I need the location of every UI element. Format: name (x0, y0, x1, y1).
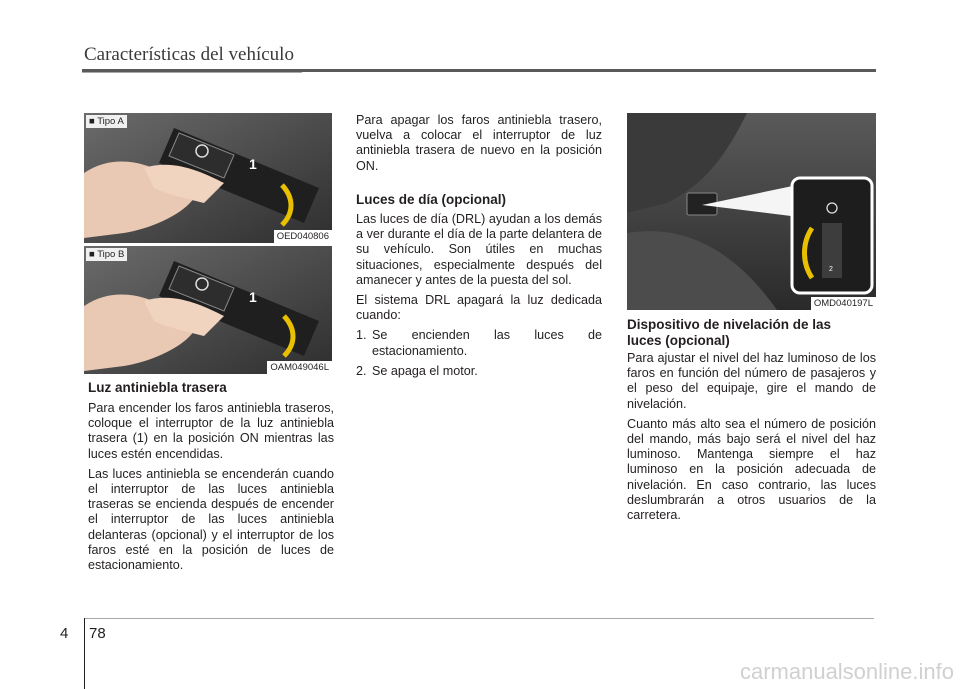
drl-list-item (356, 364, 602, 379)
heading-leveling (627, 317, 831, 349)
section-number: 4 (60, 625, 69, 642)
heading-rear-fog: Luz antiniebla trasera (88, 380, 227, 395)
rear-fog-text (88, 401, 334, 578)
figure-code-c: OMD040197L (811, 297, 876, 310)
page-number: 78 (89, 625, 106, 642)
heading-drl: Luces de día (opcional) (356, 192, 507, 207)
figure-label-tipo-a: ■ Tipo A (86, 115, 127, 128)
drl-list-item (356, 328, 602, 358)
page-header-title: Características del vehículo (84, 44, 294, 65)
figure-code-b: OAM049046L (267, 361, 332, 374)
figure-code-a: OED040806 (274, 230, 332, 243)
rear-fog-paragraph-1: Para encender los faros antiniebla traseros, coloque el interruptor de la luz antiniebla trasera (1) en la posición ON mientras las luces estén encendidas. (88, 401, 334, 461)
leveling-text (627, 351, 876, 528)
drl-paragraph-1: Las luces de día (DRL) ayudan a los demás a ver durante el día de la parte delantera de su vehículo. Son útiles en muchas situaciones, especialmente después del amanecer y antes de la puesta del sol. (356, 212, 602, 287)
watermark: carmanualsonline.info (739, 659, 954, 684)
lever-illustration-b (84, 246, 332, 374)
heading-leveling-line-1: Dispositivo de nivelación de las (627, 317, 832, 332)
drl-text (356, 212, 602, 379)
rear-fog-off-text (356, 113, 602, 179)
drl-item-number: 1. (356, 328, 367, 343)
drl-item-text: Se apaga el motor. (372, 363, 478, 378)
rear-fog-paragraph-2: Las luces antiniebla se encenderán cuando el interruptor de las luces antiniebla traseras se encienda después de encender el interruptor de las luces antiniebla delanteras (opcional) y el interruptor de los faros esté en la posición de luces de estacionamiento. (88, 466, 334, 573)
figure-tipo-a (84, 113, 332, 243)
header-rule-accent (82, 72, 302, 73)
drl-item-number: 2. (356, 363, 367, 378)
leveling-paragraph-2: Cuanto más alto sea el número de posición del mando, más bajo será el nivel del haz luminoso. Mantenga siempre el haz luminoso en la posición adecuada de nivelación. En caso contrario, las luces deslumbrarán a otros usuarios de la carretera. (627, 416, 876, 523)
lever-number-b: 1 (249, 289, 257, 305)
footer-rule (84, 618, 874, 619)
dial-mark: 2 (829, 266, 833, 273)
lever-number-a: 1 (249, 156, 257, 172)
drl-item-text: Se encienden las luces de estacionamiento. (372, 328, 602, 358)
rear-fog-off-paragraph: Para apagar los faros antiniebla trasero, vuelva a colocar el interruptor de luz antiniebla trasera de nuevo en la posición ON. (356, 113, 602, 173)
figure-tipo-b (84, 246, 332, 374)
heading-leveling-line-2: luces (opcional) (627, 333, 730, 348)
figure-label-tipo-b: ■ Tipo B (86, 248, 127, 261)
leveling-paragraph-1: Para ajustar el nivel del haz luminoso de los faros en función del número de pasajeros y el peso del equipaje, gire el mando de nivelación. (627, 351, 876, 411)
drl-paragraph-2: El sistema DRL apagará la luz dedicada cuando: (356, 293, 602, 323)
figure-leveling-dial (627, 113, 876, 310)
lever-illustration-a (84, 113, 332, 243)
dashboard-illustration (627, 113, 876, 310)
footer-divider (84, 618, 85, 689)
